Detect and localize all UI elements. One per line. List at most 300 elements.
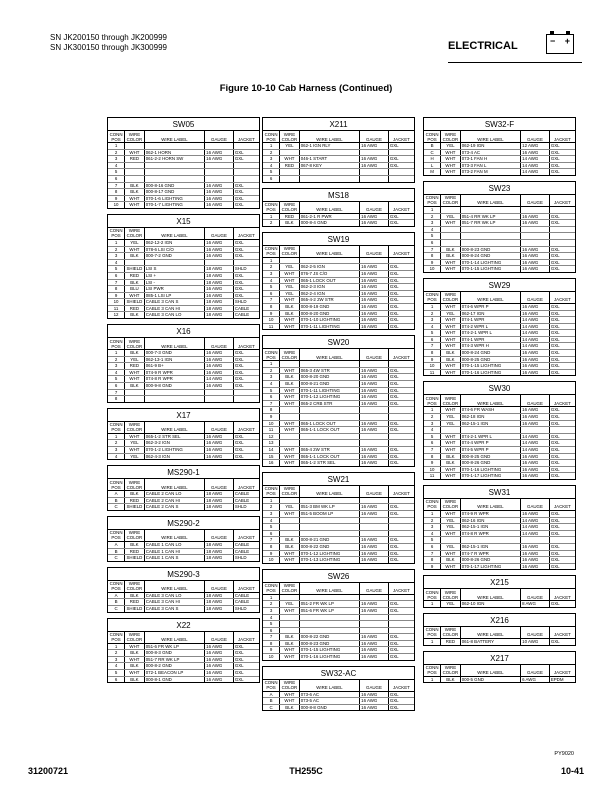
table-cell	[205, 169, 234, 176]
table-cell: YEL	[280, 264, 300, 271]
table-cell: 16 AWG	[360, 367, 389, 374]
table-cell: GXL	[234, 202, 244, 208]
table-cell: SHLD	[234, 605, 247, 611]
table-cell	[460, 206, 520, 213]
table-cell: 085-1 LSI LP	[144, 292, 204, 299]
table-cell: GXL	[389, 220, 399, 226]
table-cell: 4	[424, 323, 441, 330]
table-row	[263, 420, 414, 427]
table-cell: 070-1-15 LIGHTING	[299, 647, 359, 654]
table-cell: 18 AWG	[205, 599, 234, 606]
table-cell: GXL	[549, 557, 575, 564]
table-cell: GXL	[233, 292, 259, 299]
table-cell	[144, 259, 204, 266]
table-row	[263, 297, 414, 304]
table-cell: 16 AWG	[521, 266, 550, 272]
table-cell: 070-1-16 LIGHTING	[299, 654, 359, 660]
table-cell: GXL	[233, 246, 259, 253]
connector-title: X211	[263, 118, 414, 131]
table-cell	[233, 175, 259, 182]
table-cell: C	[108, 605, 125, 611]
column-header: WIRE COLOR	[281, 680, 298, 691]
table-cell: 14 AWG	[521, 524, 550, 531]
table-row	[263, 634, 414, 641]
table-cell: 1	[424, 510, 441, 517]
table-cell	[125, 259, 145, 266]
table-cell	[233, 389, 259, 396]
table-cell: WHT	[280, 297, 300, 304]
table-row	[263, 460, 414, 466]
table-cell	[521, 239, 550, 246]
table-cell: 3	[108, 253, 125, 260]
table-cell: BLK	[125, 253, 145, 260]
table-cell: 6	[108, 272, 125, 279]
table-cell: GXL	[388, 162, 414, 169]
table-cell	[549, 239, 575, 246]
table-cell: WHT	[280, 420, 300, 427]
table-cell: 16 AWG	[360, 213, 389, 220]
table-row	[424, 246, 575, 253]
table-cell: 16 AWG	[521, 466, 550, 473]
table-cell: WHT	[280, 277, 300, 284]
table-cell: 5	[263, 284, 280, 291]
table-cell: 7	[108, 279, 125, 286]
table-cell: RED	[125, 548, 145, 555]
table-cell	[460, 233, 520, 240]
column-header: WIRE COLOR	[442, 131, 459, 142]
table-cell	[549, 537, 575, 544]
table-cell: 070-1-15 LIGHTING	[460, 266, 520, 272]
table-cell: 7	[263, 634, 280, 641]
table-cell: CABLE	[233, 491, 259, 498]
table-cell: GXL	[549, 330, 575, 337]
table-cell: GXL	[549, 350, 575, 357]
table-row	[108, 389, 259, 396]
table-cell: CABLE 3 CAN HI	[144, 305, 204, 312]
table-row	[263, 524, 414, 531]
table-cell	[125, 143, 145, 150]
table-cell: 8	[424, 253, 441, 260]
table-row	[263, 543, 414, 550]
table-row	[108, 195, 259, 202]
table-cell: 16 AWG	[521, 259, 550, 266]
table-cell	[205, 175, 234, 182]
column-header: CONN POS	[424, 131, 441, 143]
table-row	[263, 381, 414, 388]
table-cell: GXL	[549, 530, 575, 537]
table-cell	[280, 361, 300, 368]
table-cell: 065-2 CRB STR	[299, 400, 359, 407]
table-row	[424, 149, 575, 156]
table-cell: CABLE 3 CAN LO	[144, 592, 204, 599]
table-cell: BLK	[280, 704, 300, 710]
table-cell: 16 AWG	[360, 607, 389, 614]
table-cell: 070-1-15 LIGHTING	[460, 363, 520, 370]
connector-table	[107, 567, 260, 613]
table-cell: 062-1 IGN RLY	[299, 143, 359, 150]
table-cell: 16 AWG	[360, 698, 389, 705]
table-cell: 1	[263, 361, 280, 368]
table-cell: 5	[424, 330, 441, 337]
table-cell: 16 AWG	[205, 663, 234, 670]
doc-number: 31200721	[28, 766, 69, 776]
table-cell: 9	[263, 310, 280, 317]
table-cell: 070-1-11 LIGHTING	[299, 387, 359, 394]
table-cell: 6	[424, 440, 441, 447]
table-cell: 8	[263, 407, 280, 414]
column-header: WIRE LABEL	[460, 195, 520, 207]
table-cell: 8	[263, 640, 280, 647]
table-cell	[360, 530, 389, 537]
table-cell: 7	[424, 343, 441, 350]
table-cell: WHT	[441, 473, 461, 479]
connector-table	[262, 666, 415, 712]
table-cell: GXL	[233, 279, 259, 286]
column-header: CONN POS	[108, 131, 125, 143]
table-cell: GXL	[550, 638, 560, 644]
column-header: WIRE COLOR	[442, 395, 459, 406]
table-cell	[299, 175, 359, 181]
table-cell: GXL	[388, 504, 414, 511]
table-cell: 000-8-22 GND	[299, 543, 359, 550]
table-cell: BLK	[125, 663, 145, 670]
table-cell: YEL	[441, 524, 461, 531]
table-cell: 16 AWG	[521, 550, 550, 557]
table-cell: 4	[263, 614, 280, 621]
table-cell: GXL	[388, 691, 414, 698]
table-cell: BLK	[441, 557, 461, 564]
table-cell: WHT	[441, 303, 461, 310]
table-cell: GXL	[233, 239, 259, 246]
table-cell: 16 AWG	[360, 381, 389, 388]
table-row	[108, 202, 259, 208]
table-cell	[360, 621, 389, 628]
connector-table	[423, 117, 576, 176]
table-cell: 2	[108, 149, 125, 156]
table-row	[424, 169, 575, 175]
table-row	[424, 317, 575, 324]
table-cell: 5	[263, 169, 280, 176]
table-row	[263, 175, 414, 181]
table-cell: 18 AWG	[205, 504, 234, 510]
table-row	[263, 213, 414, 220]
table-cell: 14 AWG	[205, 376, 234, 383]
column-header: GAUGE	[205, 338, 234, 350]
table-cell: WHT	[280, 647, 300, 654]
table-cell: 051-5 BOOM LP	[299, 510, 359, 517]
figure-title: Figure 10-10 Cab Harness (Continued)	[219, 83, 393, 94]
table-cell: 073-5 AC	[299, 698, 359, 705]
table-cell: GXL	[234, 453, 244, 459]
column-header: WIRE COLOR	[442, 292, 459, 303]
table-cell	[299, 414, 359, 421]
table-cell: 16 AWG	[360, 550, 389, 557]
table-cell: 078-6 LSI C/O	[144, 246, 204, 253]
table-cell: WHT	[280, 387, 300, 394]
table-cell: 3	[108, 656, 125, 663]
table-cell	[388, 627, 414, 634]
column-header: CONN POS	[108, 479, 125, 491]
table-row	[424, 343, 575, 350]
table-cell	[280, 517, 300, 524]
table-cell	[299, 524, 359, 531]
table-row	[108, 447, 259, 454]
connector-title: SW32-AC	[263, 667, 414, 680]
table-row	[424, 220, 575, 227]
table-row	[263, 517, 414, 524]
table-cell: WHT	[441, 510, 461, 517]
table-cell: BLK	[280, 537, 300, 544]
column-header: WIRE LABEL	[299, 349, 359, 361]
table-cell: 15	[263, 453, 280, 460]
table-row	[108, 453, 259, 459]
table-cell: 074-8 R WPR	[460, 530, 520, 537]
column-header: WIRE COLOR	[442, 627, 459, 638]
table-cell: WHT	[280, 557, 300, 563]
table-cell: 070-1-17 LIGHTING	[460, 563, 520, 569]
table-row	[108, 376, 259, 383]
table-cell: WHT	[280, 453, 300, 460]
table-cell: 1	[424, 206, 441, 213]
column-header: CONN POS	[108, 338, 125, 350]
table-cell: WHT	[280, 460, 300, 466]
table-cell: 16 AWG	[360, 400, 389, 407]
column-header: CONN POS	[424, 395, 441, 407]
table-cell	[144, 389, 204, 396]
table-cell	[299, 621, 359, 628]
table-cell: 16 AWG	[360, 640, 389, 647]
table-cell: BLK	[280, 634, 300, 641]
table-cell: GXL	[233, 286, 259, 293]
table-cell	[205, 143, 234, 150]
table-row	[108, 369, 259, 376]
table-cell: WHT	[441, 563, 461, 569]
table-cell: 16 AWG	[521, 420, 550, 427]
column-header: WIRE LABEL	[144, 530, 204, 542]
table-cell: WHT	[441, 530, 461, 537]
table-cell: WHT	[441, 156, 461, 163]
table-cell: 16 AWG	[360, 303, 389, 310]
table-cell: WHT	[280, 323, 300, 329]
table-cell: 10	[263, 317, 280, 324]
table-cell: 8	[263, 543, 280, 550]
table-cell: GXL	[549, 356, 575, 363]
table-row	[263, 440, 414, 447]
connector-table	[262, 569, 415, 661]
column-header: WIRE COLOR	[126, 338, 143, 349]
table-row	[263, 698, 414, 705]
table-cell: BLK	[125, 592, 145, 599]
table-cell: 065-1-1 LOCK OUT	[299, 453, 359, 460]
table-cell: 061-2-2 HORN SW	[144, 156, 204, 163]
table-cell: C	[108, 504, 125, 510]
table-cell	[280, 594, 300, 601]
table-row	[263, 310, 414, 317]
table-row	[424, 517, 575, 524]
table-cell: CABLE	[233, 548, 259, 555]
table-cell: GXL	[233, 253, 259, 260]
table-cell: 8	[108, 396, 125, 402]
table-cell: 16 AWG	[360, 601, 389, 608]
table-row	[263, 704, 414, 710]
table-row	[424, 266, 575, 272]
table-cell: 1	[424, 638, 441, 644]
table-row	[108, 440, 259, 447]
column-header: GAUGE	[360, 486, 389, 498]
table-row	[424, 239, 575, 246]
table-cell: BLU	[125, 286, 145, 293]
table-cell: 7	[424, 246, 441, 253]
table-cell: 070-1-16 LIGHTING	[460, 466, 520, 473]
connector-title: X16	[108, 325, 259, 338]
table-row	[263, 433, 414, 440]
table-cell: 4	[108, 162, 125, 169]
table-cell: EPDM	[550, 676, 564, 682]
table-row	[424, 524, 575, 531]
table-cell: 065-3 4W STR	[299, 367, 359, 374]
column-header: WIRE COLOR	[442, 665, 459, 675]
connector-title: SW29	[424, 279, 575, 292]
table-cell: 8	[424, 350, 441, 357]
table-cell: 10	[263, 557, 280, 563]
table-cell	[125, 396, 145, 402]
connector-title: X22	[108, 619, 259, 632]
table-row	[108, 504, 259, 510]
table-cell	[388, 524, 414, 531]
table-cell: WHT	[125, 376, 145, 383]
table-cell: GXL	[549, 310, 575, 317]
table-cell: GXL	[550, 563, 560, 569]
figure-id: PY9020	[554, 751, 574, 757]
table-row	[108, 189, 259, 196]
table-cell: GXL	[233, 433, 259, 440]
table-cell: RED	[441, 638, 461, 644]
table-cell	[388, 175, 414, 181]
table-cell	[388, 517, 414, 524]
table-cell: 8	[263, 303, 280, 310]
table-cell	[233, 143, 259, 150]
table-row	[424, 601, 575, 607]
table-cell: 16 AWG	[360, 543, 389, 550]
column-header: JACKET	[549, 589, 575, 601]
column-header: CONN POS	[263, 349, 280, 361]
table-cell: GXL	[388, 607, 414, 614]
table-cell: GXL	[549, 213, 575, 220]
connector-table	[262, 188, 415, 227]
table-cell: GXL	[388, 427, 414, 434]
table-row	[424, 213, 575, 220]
table-cell: GXL	[549, 336, 575, 343]
connector-table	[262, 335, 415, 467]
table-cell: 7	[108, 389, 125, 396]
table-cell: 14 AWG	[521, 317, 550, 324]
table-cell: 18 AWG	[205, 497, 234, 504]
table-cell: WHT	[441, 369, 461, 375]
table-cell: GXL	[549, 162, 575, 169]
table-cell: GXL	[233, 356, 259, 363]
table-cell: WHT	[280, 427, 300, 434]
table-cell: 16 AWG	[521, 543, 550, 550]
table-cell: B	[108, 548, 125, 555]
table-cell: 16 AWG	[205, 182, 234, 189]
column-header: GAUGE	[521, 395, 550, 407]
table-cell	[280, 530, 300, 537]
table-cell: YEL	[280, 504, 300, 511]
table-cell: 4	[263, 162, 280, 169]
table-cell: LSI +	[144, 272, 204, 279]
table-cell: 051-2 FR WK LP	[299, 601, 359, 608]
table-row	[263, 317, 414, 324]
table-cell: 070-1-16 LIGHTING	[460, 369, 520, 375]
connector-table	[423, 651, 576, 684]
table-cell: 070-1-10 LIGHTING	[299, 317, 359, 324]
table-row	[424, 427, 575, 434]
table-cell	[125, 169, 145, 176]
table-cell	[360, 175, 389, 181]
column-header: GAUGE	[521, 665, 550, 677]
connector-table	[262, 117, 415, 183]
table-cell: SHLD	[233, 266, 259, 273]
table-cell: 16 AWG	[360, 284, 389, 291]
table-cell	[280, 169, 300, 176]
table-cell	[360, 440, 389, 447]
table-cell: 16 AWG	[360, 453, 389, 460]
table-row	[263, 367, 414, 374]
table-cell: GXL	[549, 343, 575, 350]
table-row	[108, 292, 259, 299]
table-row	[424, 557, 575, 564]
table-cell: SHIELD	[126, 266, 143, 272]
table-cell: GXL	[388, 143, 414, 150]
table-cell: 4	[424, 427, 441, 434]
table-row	[424, 259, 575, 266]
table-cell: 6	[424, 239, 441, 246]
table-cell	[521, 537, 550, 544]
column-header: WIRE COLOR	[442, 195, 459, 206]
table-cell	[360, 433, 389, 440]
table-cell: 2	[108, 440, 125, 447]
column-header: GAUGE	[205, 479, 234, 491]
table-row	[108, 555, 259, 561]
table-cell: 000-5 GND	[460, 676, 520, 682]
table-cell: 14 AWG	[521, 433, 550, 440]
table-cell: 1	[424, 601, 441, 607]
table-cell	[280, 627, 300, 634]
table-cell	[360, 169, 389, 176]
table-cell: 16 AWG	[521, 453, 550, 460]
column-header: CONN POS	[424, 589, 441, 601]
table-cell	[280, 440, 300, 447]
column-header: CONN POS	[424, 499, 441, 511]
table-cell: GXL	[549, 447, 575, 454]
table-cell: 7	[424, 447, 441, 454]
column-header: WIRE LABEL	[460, 131, 520, 143]
table-cell: BLK	[441, 246, 461, 253]
table-cell: BLK	[280, 374, 300, 381]
table-row	[108, 656, 259, 663]
table-cell	[360, 594, 389, 601]
table-cell: WHT	[125, 202, 145, 208]
table-row	[108, 356, 259, 363]
table-row	[263, 323, 414, 329]
table-cell: GXL	[388, 510, 414, 517]
table-cell: 18 AWG	[205, 541, 234, 548]
table-cell: 9	[108, 195, 125, 202]
table-cell: BLK	[125, 650, 145, 657]
table-cell: 18 AWG	[205, 592, 234, 599]
table-cell	[388, 257, 414, 264]
table-cell: GXL	[388, 453, 414, 460]
